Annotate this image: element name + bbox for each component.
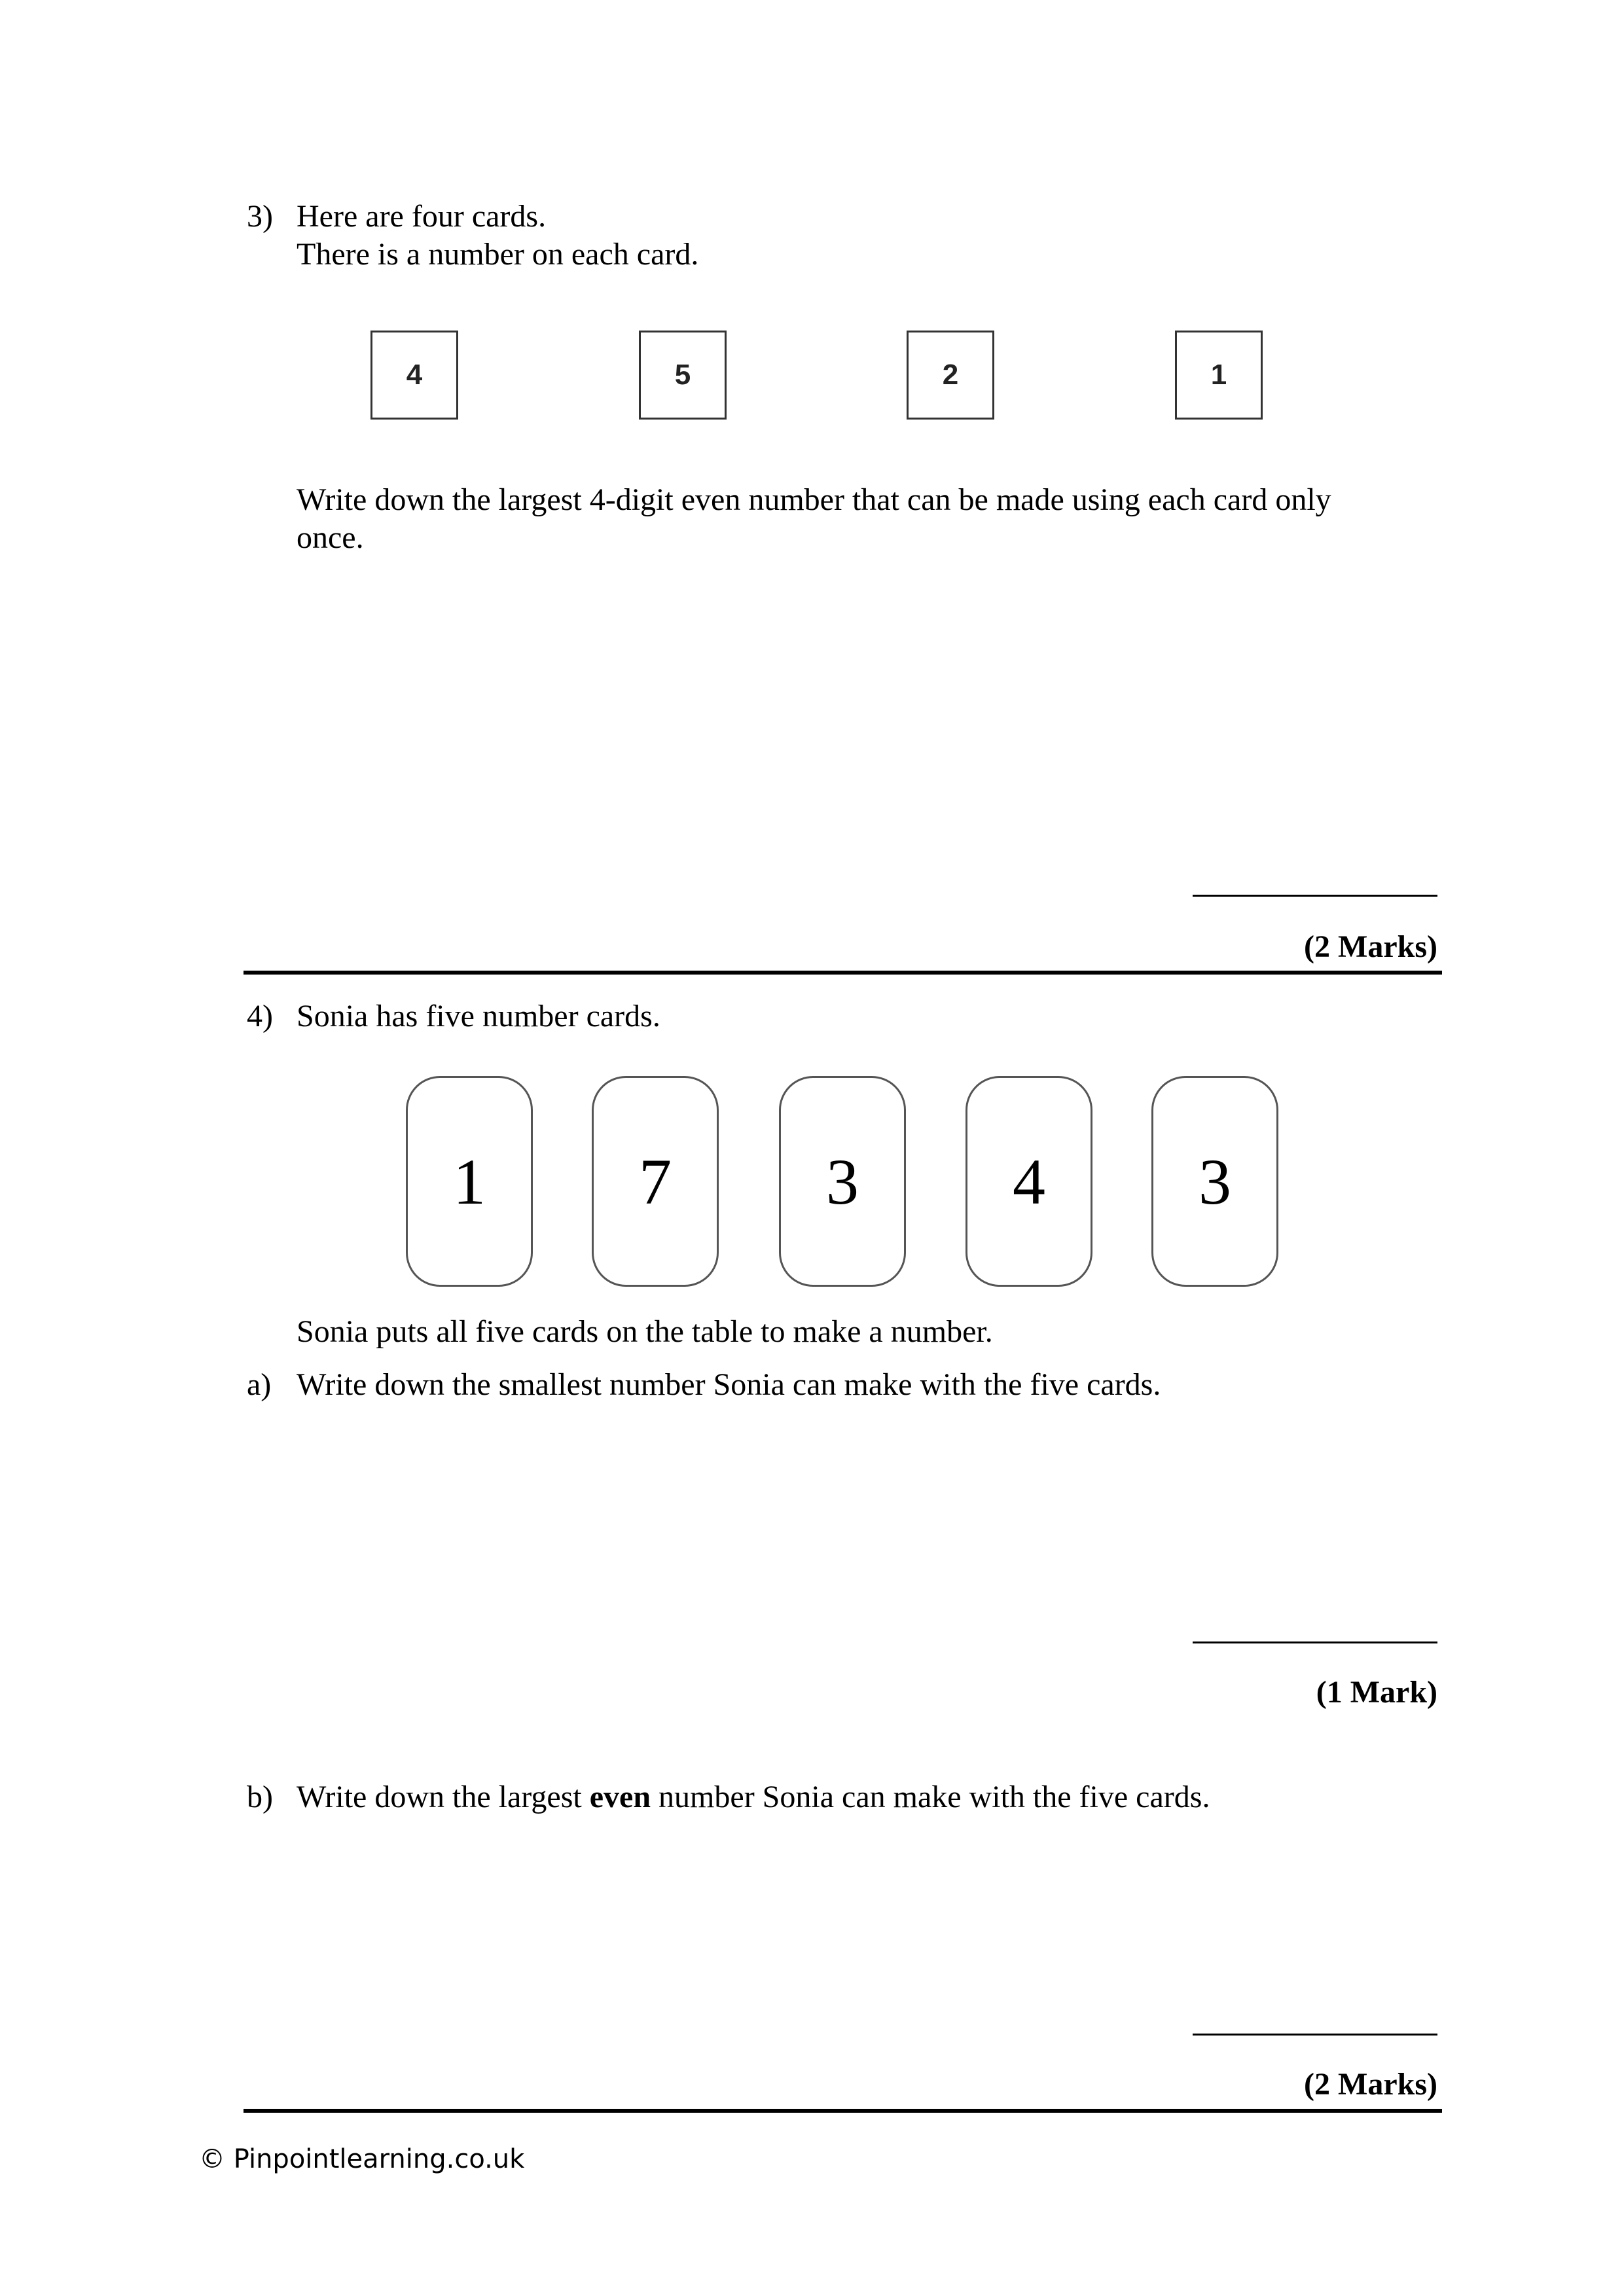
section-divider (244, 2109, 1442, 2113)
section-divider (244, 971, 1442, 975)
question-text: Here are four cards. (297, 199, 547, 234)
question-number: 4) (247, 999, 273, 1033)
answer-line[interactable] (1193, 895, 1437, 897)
number-card: 2 (907, 331, 994, 420)
question-number: 3) (247, 199, 273, 234)
number-card: 7 (592, 1076, 719, 1287)
text-segment: Write down the largest (297, 1780, 590, 1814)
emphasis: even (589, 1780, 651, 1814)
question-text: There is a number on each card. (297, 237, 699, 272)
part-b-text (297, 1778, 1210, 1816)
footer-copyright: © Pinpointlearning.co.uk (199, 2144, 525, 2174)
part-a-text: Write down the smallest number Sonia can make with the five cards. (297, 1367, 1161, 1402)
part-label: b) (247, 1780, 273, 1814)
number-card: 1 (1175, 331, 1263, 420)
marks-label: (1 Mark) (1316, 1675, 1437, 1710)
question-statement: Sonia puts all five cards on the table to make a number. (297, 1314, 993, 1349)
marks-label: (2 Marks) (1304, 929, 1437, 964)
question-text: Sonia has five number cards. (297, 999, 660, 1033)
question-prompt: Write down the largest 4-digit even number that can be made using each card only (297, 482, 1331, 517)
marks-label: (2 Marks) (1304, 2067, 1437, 2102)
number-card: 4 (965, 1076, 1092, 1287)
answer-line[interactable] (1193, 2034, 1437, 2036)
number-card: 1 (406, 1076, 533, 1287)
number-card: 3 (779, 1076, 906, 1287)
number-card: 3 (1151, 1076, 1278, 1287)
number-card: 5 (639, 331, 727, 420)
number-card: 4 (370, 331, 458, 420)
question-prompt: once. (297, 520, 364, 555)
part-label: a) (247, 1367, 272, 1402)
answer-line[interactable] (1193, 1641, 1437, 1643)
text-segment: number Sonia can make with the five cards. (651, 1780, 1210, 1814)
